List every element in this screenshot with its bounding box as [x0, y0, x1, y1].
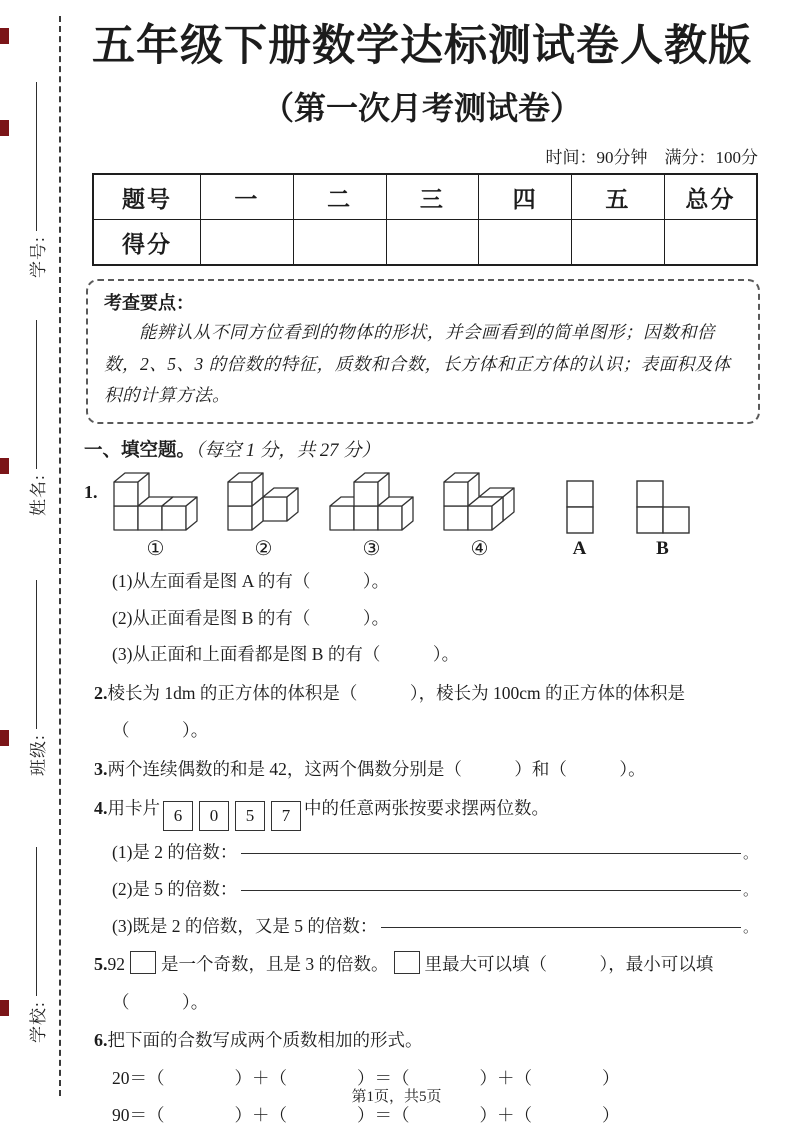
student-id-label: 学号: [28, 236, 48, 278]
question-4-item-3-label: (3)既是 2 的倍数，又是 5 的倍数： [112, 915, 378, 936]
exam-points-body: 能辨认从不同方位看到的物体的形状，并会画看到的简单图形；因数和倍数，2、5、3 的倍数的特征，质数和合数，长方体和正方体的认识；表面积及体积的计算方法。 [104, 322, 731, 406]
flat-figure-a [564, 478, 596, 560]
page-footer: 第1页，共5页 [351, 1089, 442, 1105]
blank-box [130, 951, 156, 974]
question-6-equation-90: 90＝（ ）＋（ ）＝（ ）＋（ ） [112, 1104, 620, 1125]
score-row-label: 得分 [93, 220, 201, 266]
question-2-text: 棱长为 1dm 的正方体的体积是（ ），棱长为 100cm 的正方体的体积是 [107, 682, 685, 703]
cube-figure-3-drawing [328, 468, 416, 534]
question-5-value: 92 [107, 954, 125, 975]
page-subtitle: （第一次月考测试卷） [261, 90, 582, 127]
question-1-item-2: (2)从正面看是图 B 的有（ ）。 [112, 607, 390, 628]
cube-figure-4-drawing [442, 468, 518, 534]
sidebar-field-student-id [25, 82, 47, 278]
score-table-cell-4: 四 [479, 174, 572, 220]
edge-mark [0, 730, 9, 746]
flat-figure-b [634, 478, 692, 560]
sidebar-field-class [25, 580, 47, 776]
score-blank-cell [479, 220, 572, 266]
question-4-item-2-label: (2)是 5 的倍数： [112, 879, 238, 900]
score-table-cell-5: 五 [572, 174, 665, 220]
name-blank-line [36, 320, 37, 469]
main-column [84, 22, 760, 1130]
question-5 [84, 949, 760, 981]
question-1-item-1: (1)从左面看是图 A 的有（ ）。 [112, 570, 390, 591]
score-table-cell-tihao: 题号 [93, 174, 201, 220]
score-table-cell-total: 总分 [664, 174, 757, 220]
answer-blank-line [241, 890, 741, 891]
score-blank-cell [201, 220, 294, 266]
score-table-header-row [93, 174, 757, 220]
question-4-number: 4. [94, 798, 108, 819]
student-id-blank-line [36, 82, 37, 231]
question-4-item-1-label: (1)是 2 的倍数： [112, 842, 238, 863]
cube-figure-1 [112, 468, 200, 560]
edge-mark [0, 1000, 9, 1016]
page-title: 五年级下册数学达标测试卷人教版 [92, 23, 752, 70]
cube-figure-4 [442, 468, 518, 560]
question-6 [84, 1025, 760, 1057]
section-1-heading-note: （每空 1 分，共 27 分） [195, 440, 381, 461]
cube-figure-2 [226, 468, 302, 560]
digit-card-6: 6 [163, 801, 193, 831]
question-5-text-b: 里最大可以填（ ），最小可以填 [424, 954, 714, 975]
class-label: 班级: [28, 734, 48, 776]
figure-label-3: ③ [362, 535, 381, 560]
question-3-text: 两个连续偶数的和是 42，这两个偶数分别是（ ）和（ ）。 [107, 758, 646, 779]
digit-card-0: 0 [199, 801, 229, 831]
blank-box [394, 951, 420, 974]
edge-mark [0, 120, 9, 136]
score-table [92, 173, 758, 266]
question-1-figures [98, 468, 692, 560]
question-3 [84, 754, 760, 786]
score-blank-cell [664, 220, 757, 266]
score-table-cell-1: 一 [201, 174, 294, 220]
question-5-continued: （ ）。 [112, 991, 209, 1012]
time-score-info: 时间：90分钟 满分：100分 [545, 148, 758, 168]
question-2-continued: （ ）。 [112, 720, 209, 741]
score-blank-cell [386, 220, 479, 266]
score-blank-cell [293, 220, 386, 266]
figure-label-a: A [572, 537, 587, 559]
score-table-cell-3: 三 [386, 174, 479, 220]
answer-blank-line [241, 853, 741, 854]
question-6-text: 把下面的合数写成两个质数相加的形式。 [107, 1030, 423, 1051]
figure-label-4: ④ [470, 535, 489, 560]
question-3-number: 3. [94, 758, 108, 779]
sidebar-field-name [25, 320, 47, 516]
school-blank-line [36, 847, 37, 996]
score-table-score-row [93, 220, 757, 266]
question-1-number: 1. [84, 481, 98, 502]
cube-figure-2-drawing [226, 468, 302, 534]
question-1-item-3: (3)从正面和上面看都是图 B 的有（ ）。 [112, 644, 460, 665]
digit-card-5: 5 [235, 801, 265, 831]
answer-blank-line [381, 927, 741, 928]
figure-label-2: ② [254, 535, 273, 560]
figure-label-1: ① [146, 535, 165, 560]
class-blank-line [36, 580, 37, 729]
school-label: 学校: [28, 1001, 48, 1043]
sidebar-field-school [25, 847, 47, 1043]
score-table-cell-2: 二 [293, 174, 386, 220]
question-4-item-1 [84, 837, 760, 868]
score-blank-cell [572, 220, 665, 266]
period: 。 [742, 883, 758, 900]
flat-figure-a-drawing [564, 478, 596, 536]
edge-mark [0, 28, 9, 44]
figure-label-b: B [656, 537, 669, 559]
question-5-text-a: 是一个奇数，且是 3 的倍数。 [161, 954, 389, 975]
question-2-number: 2. [94, 682, 108, 703]
question-1 [84, 468, 760, 560]
question-5-number: 5. [94, 954, 108, 975]
question-4-prefix: 用卡片 [107, 798, 160, 819]
section-1-heading-main: 一、填空题。 [84, 440, 196, 461]
question-4-item-3 [84, 911, 760, 942]
digit-card-7: 7 [271, 801, 301, 831]
section-1-heading [84, 436, 760, 462]
exam-points-title: 考查要点： [104, 293, 194, 314]
name-label: 姓名: [28, 474, 48, 516]
question-4-suffix: 中的任意两张按要求摆两位数。 [304, 798, 549, 819]
question-6-equation-20: 20＝（ ）＋（ ）＝（ ）＋（ ） [112, 1067, 620, 1088]
flat-figure-b-drawing [634, 478, 692, 536]
question-2 [84, 678, 760, 710]
question-4 [84, 793, 760, 831]
edge-mark [0, 458, 9, 474]
period: 。 [742, 846, 758, 863]
question-6-number: 6. [94, 1030, 108, 1051]
question-4-item-2 [84, 874, 760, 905]
cube-figure-3 [328, 468, 416, 560]
cube-figure-1-drawing [112, 468, 200, 534]
exam-points-box [86, 279, 760, 424]
seal-dashed-line [59, 16, 61, 1096]
period: 。 [742, 919, 758, 936]
